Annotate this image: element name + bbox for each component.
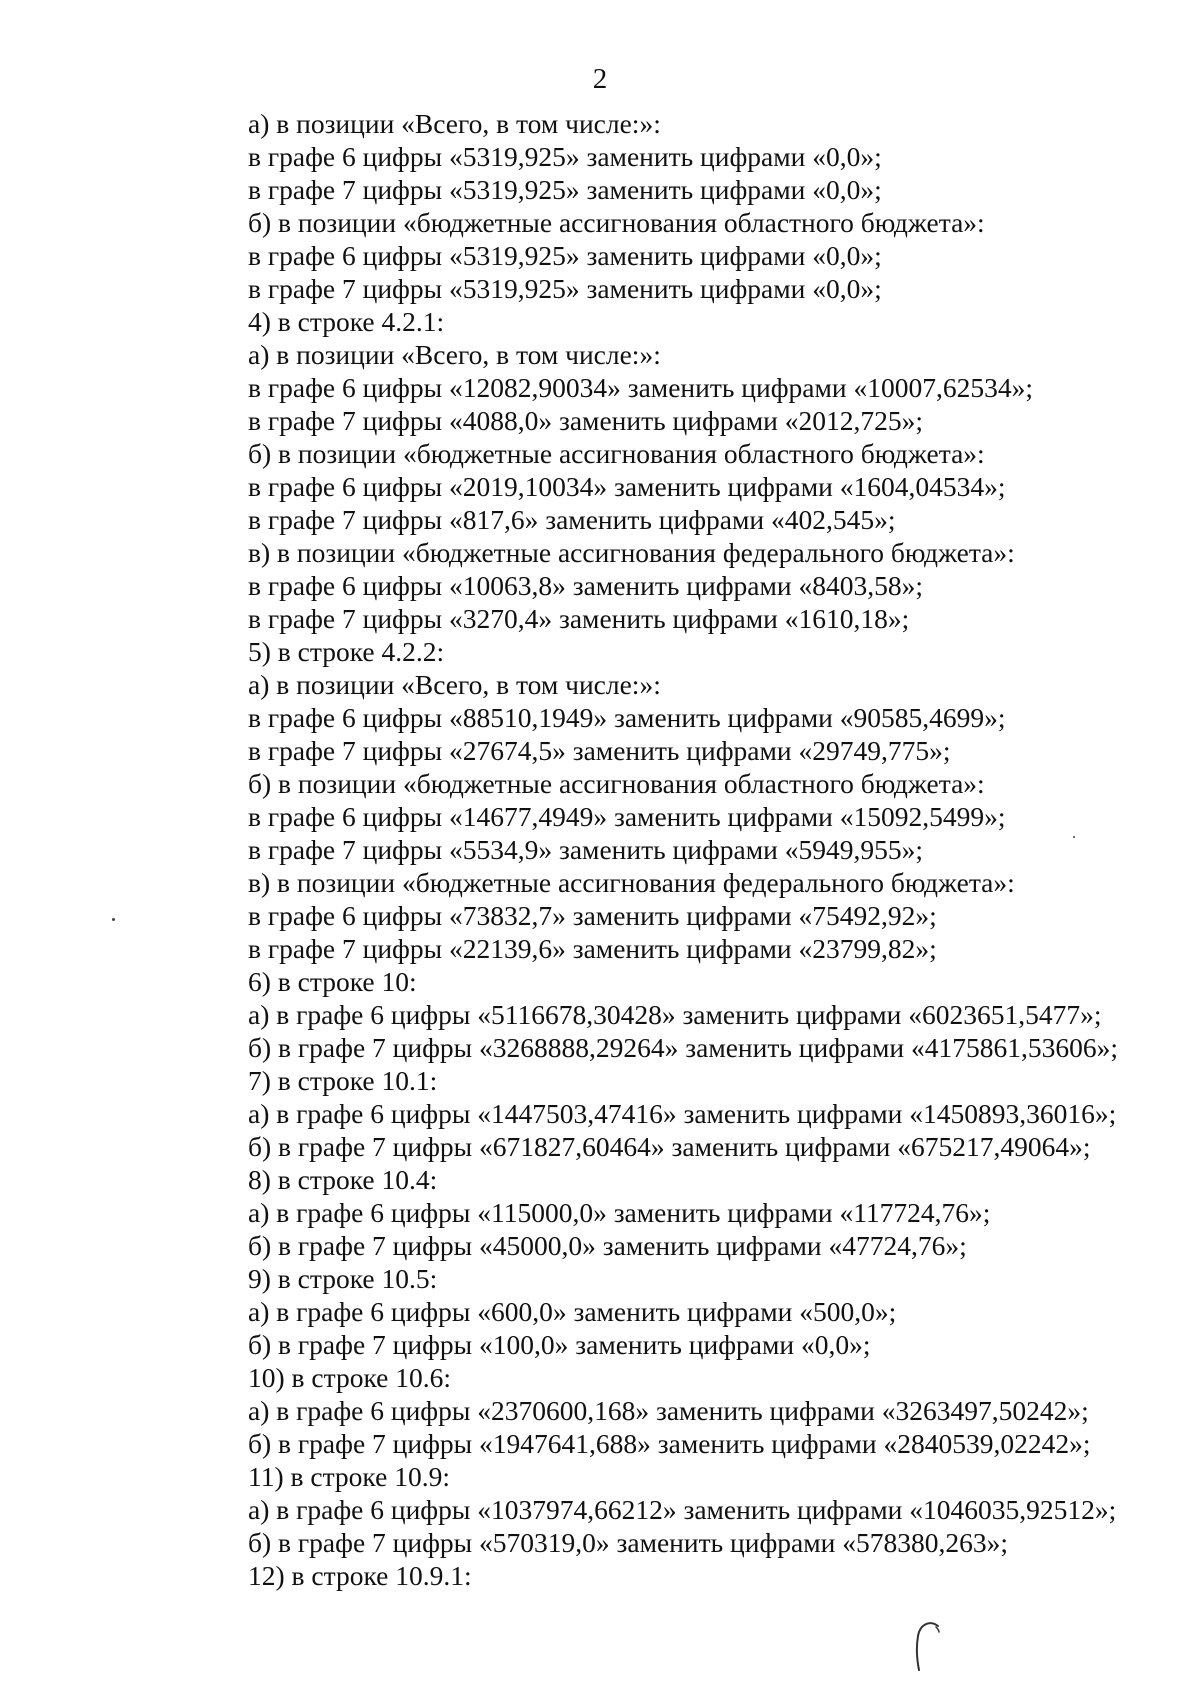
text-line: а) в позиции «Всего, в том числе:»: [248, 108, 661, 139]
text-line: б) в графе 7 цифры «671827,60464» заменить цифрами «675217,49064»; [248, 1131, 1091, 1162]
text-line: б) в графе 7 цифры «100,0» заменить цифрами «0,0»; [248, 1329, 871, 1360]
scan-speck [112, 918, 115, 921]
page-number: 2 [592, 63, 608, 95]
text-line: в графе 7 цифры «5319,925» заменить цифрами «0,0»; [248, 273, 882, 304]
text-line: 4) в строке 4.2.1: [248, 306, 445, 337]
document-body [248, 107, 1178, 1592]
text-line: в графе 6 цифры «88510,1949» заменить цифрами «90585,4699»; [248, 702, 1006, 733]
text-line: в графе 6 цифры «5319,925» заменить цифрами «0,0»; [248, 141, 882, 172]
text-line: в графе 7 цифры «817,6» заменить цифрами «402,545»; [248, 504, 896, 535]
handwritten-mark [912, 1618, 942, 1678]
text-line: а) в графе 6 цифры «2370600,168» заменить цифрами «3263497,50242»; [248, 1395, 1089, 1426]
text-line: в графе 6 цифры «5319,925» заменить цифрами «0,0»; [248, 240, 882, 271]
text-line: 6) в строке 10: [248, 966, 417, 997]
text-line: 7) в строке 10.1: [248, 1065, 438, 1096]
text-line: в графе 7 цифры «27674,5» заменить цифрами «29749,775»; [248, 735, 951, 766]
text-line: в графе 7 цифры «4088,0» заменить цифрами «2012,725»; [248, 405, 923, 436]
text-line: б) в позиции «бюджетные ассигнования областного бюджета»: [248, 768, 985, 799]
text-line: а) в позиции «Всего, в том числе:»: [248, 669, 661, 700]
text-line: 10) в строке 10.6: [248, 1362, 451, 1393]
text-line: в графе 6 цифры «12082,90034» заменить цифрами «10007,62534»; [248, 372, 1033, 403]
text-line: 9) в строке 10.5: [248, 1263, 438, 1294]
text-line: б) в графе 7 цифры «1947641,688» заменить цифрами «2840539,02242»; [248, 1428, 1091, 1459]
text-line: в) в позиции «бюджетные ассигнования федерального бюджета»: [248, 537, 1015, 568]
text-line: б) в графе 7 цифры «45000,0» заменить цифрами «47724,76»; [248, 1230, 967, 1261]
text-line: в графе 6 цифры «14677,4949» заменить цифрами «15092,5499»; [248, 801, 1006, 832]
text-line: б) в графе 7 цифры «570319,0» заменить цифрами «578380,263»; [248, 1527, 1009, 1558]
scan-speck [1073, 836, 1075, 838]
text-line: в графе 7 цифры «3270,4» заменить цифрами «1610,18»; [248, 603, 910, 634]
text-line: в графе 6 цифры «10063,8» заменить цифрами «8403,58»; [248, 570, 923, 601]
text-line: в графе 6 цифры «73832,7» заменить цифрами «75492,92»; [248, 900, 937, 931]
text-line: б) в графе 7 цифры «3268888,29264» заменить цифрами «4175861,53606»; [248, 1032, 1119, 1063]
text-line: в) в позиции «бюджетные ассигнования федерального бюджета»: [248, 867, 1015, 898]
text-line: а) в графе 6 цифры «600,0» заменить цифрами «500,0»; [248, 1296, 897, 1327]
text-line: а) в графе 6 цифры «5116678,30428» заменить цифрами «6023651,5477»; [248, 999, 1102, 1030]
text-line: а) в графе 6 цифры «1037974,66212» заменить цифрами «1046035,92512»; [248, 1494, 1117, 1525]
text-line: 5) в строке 4.2.2: [248, 636, 445, 667]
text-line: 11) в строке 10.9: [248, 1461, 450, 1492]
text-line: 8) в строке 10.4: [248, 1164, 438, 1195]
text-line: а) в графе 6 цифры «1447503,47416» заменить цифрами «1450893,36016»; [248, 1098, 1117, 1129]
text-line: 12) в строке 10.9.1: [248, 1560, 472, 1591]
text-line: б) в позиции «бюджетные ассигнования областного бюджета»: [248, 438, 985, 469]
text-line: в графе 6 цифры «2019,10034» заменить цифрами «1604,04534»; [248, 471, 1006, 502]
text-line: а) в позиции «Всего, в том числе:»: [248, 339, 661, 370]
text-line: а) в графе 6 цифры «115000,0» заменить цифрами «117724,76»; [248, 1197, 991, 1228]
text-line: б) в позиции «бюджетные ассигнования областного бюджета»: [248, 207, 985, 238]
text-line: в графе 7 цифры «22139,6» заменить цифрами «23799,82»; [248, 933, 937, 964]
text-line: в графе 7 цифры «5534,9» заменить цифрами «5949,955»; [248, 834, 923, 865]
text-line: в графе 7 цифры «5319,925» заменить цифрами «0,0»; [248, 174, 882, 205]
